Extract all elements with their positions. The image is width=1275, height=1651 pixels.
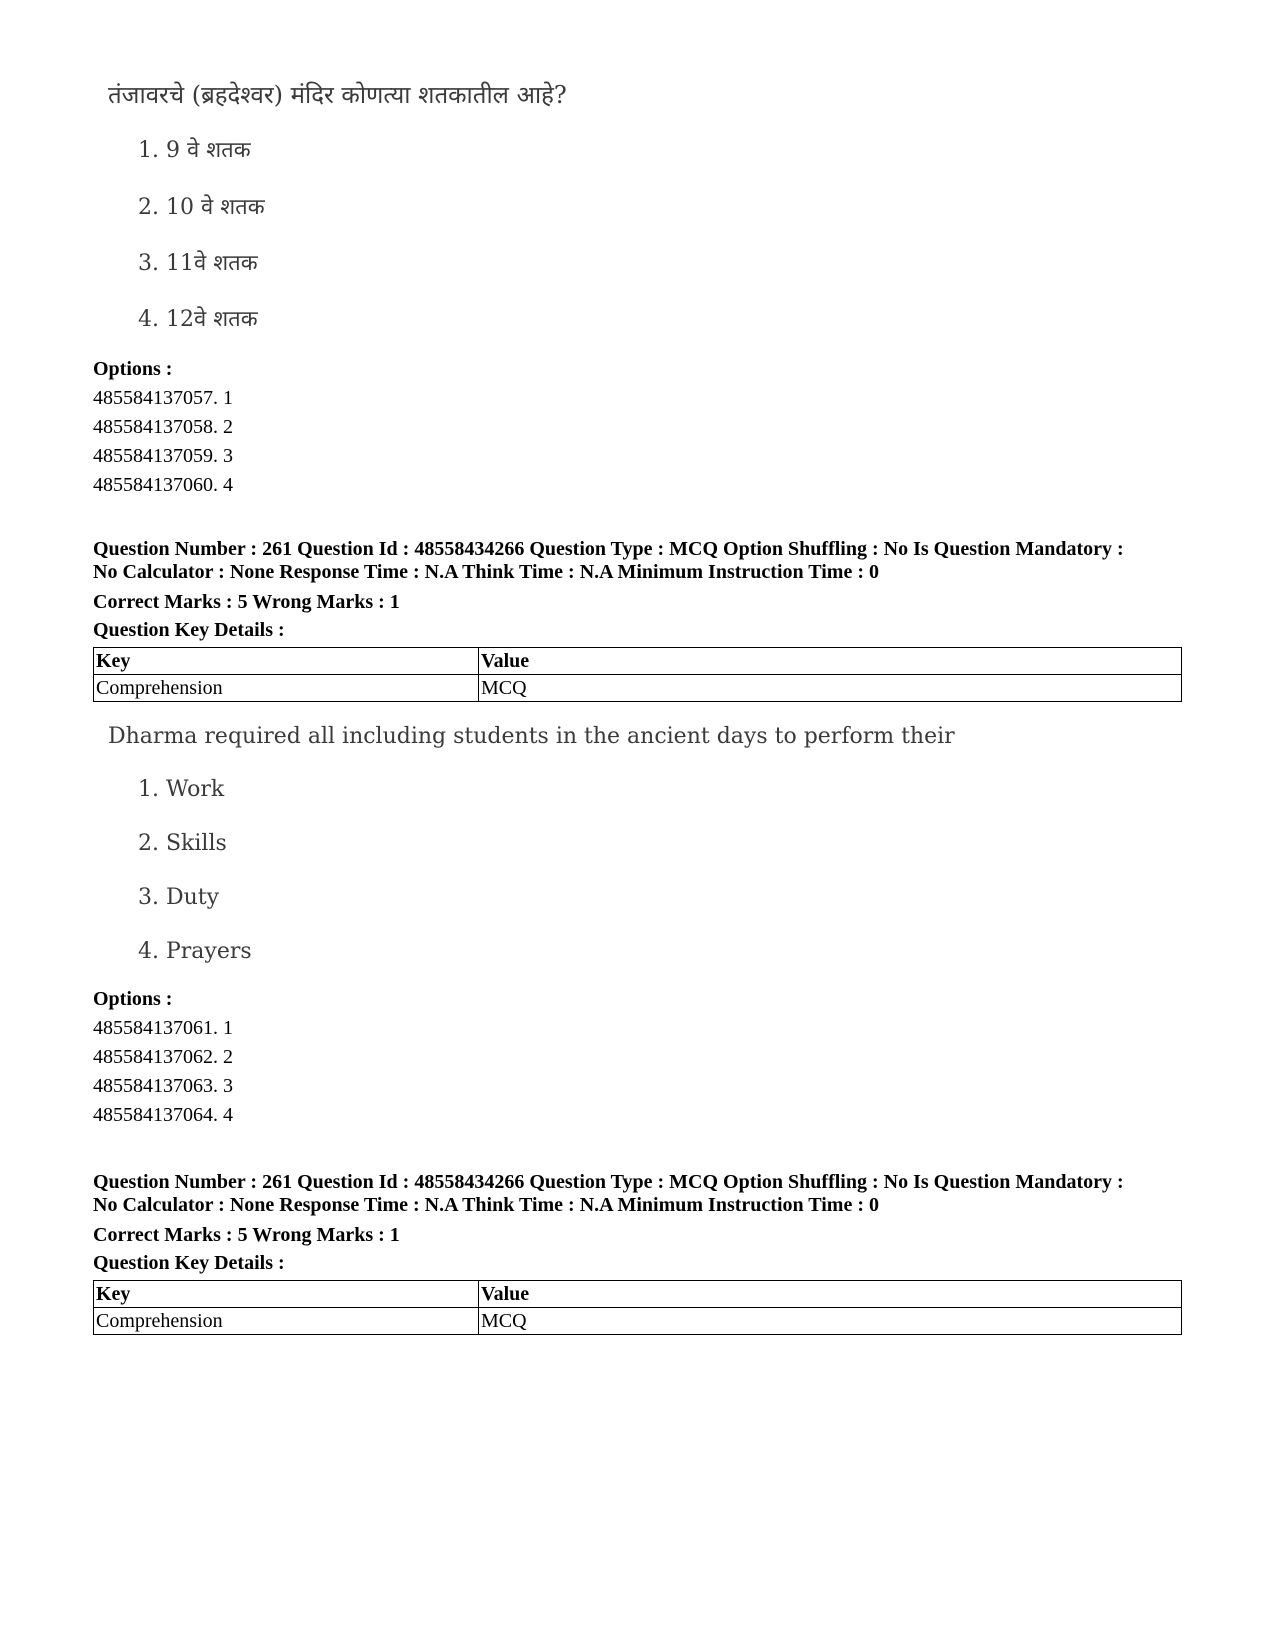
choice-4: 4. 12वे शतक bbox=[138, 307, 258, 332]
option-item: 485584137063. 3 bbox=[93, 1075, 233, 1097]
table-cell-key: Comprehension bbox=[94, 1308, 479, 1335]
option-item: 485584137059. 3 bbox=[93, 445, 233, 467]
option-item: 485584137062. 2 bbox=[93, 1046, 233, 1068]
table-cell-value: MCQ bbox=[479, 1308, 1182, 1335]
question-meta bbox=[93, 538, 1203, 584]
meta-line-2: No Calculator : None Response Time : N.A Think Time : N.A Minimum Instruction Time : 0 bbox=[93, 561, 879, 583]
question-stem: तंजावरचे (ब्रहदेश्वर) मंदिर कोणत्या शतकातील आहे? bbox=[108, 81, 567, 109]
key-details-label: Question Key Details : bbox=[93, 1252, 285, 1274]
table-cell-value: MCQ bbox=[479, 675, 1182, 702]
question-image-marathi bbox=[108, 78, 808, 348]
table-header-value: Value bbox=[479, 648, 1182, 675]
key-details-table bbox=[93, 1280, 1182, 1335]
choice-3: 3. 11वे शतक bbox=[138, 251, 258, 276]
choice-1: 1. 9 वे शतक bbox=[138, 138, 251, 163]
meta-line-1: Question Number : 261 Question Id : 48558434266 Question Type : MCQ Option Shuffling : No Is Question Mandatory : bbox=[93, 1171, 1124, 1193]
options-block bbox=[93, 355, 233, 500]
meta-line-2: No Calculator : None Response Time : N.A Think Time : N.A Minimum Instruction Time : 0 bbox=[93, 1194, 879, 1216]
options-label: Options : bbox=[93, 358, 173, 380]
options-label: Options : bbox=[93, 988, 173, 1010]
table-header-value: Value bbox=[479, 1281, 1182, 1308]
choice-2: 2. Skills bbox=[138, 831, 227, 856]
choice-1: 1. Work bbox=[138, 777, 225, 802]
choice-4: 4. Prayers bbox=[138, 939, 252, 964]
table-header-key: Key bbox=[94, 1281, 479, 1308]
key-details-table bbox=[93, 647, 1182, 702]
choice-2: 2. 10 वे शतक bbox=[138, 195, 265, 220]
option-item: 485584137061. 1 bbox=[93, 1017, 233, 1039]
question-image-english bbox=[108, 724, 955, 974]
option-item: 485584137058. 2 bbox=[93, 416, 233, 438]
option-item: 485584137064. 4 bbox=[93, 1104, 233, 1126]
options-block bbox=[93, 985, 233, 1130]
question-meta bbox=[93, 1171, 1203, 1217]
marks-line: Correct Marks : 5 Wrong Marks : 1 bbox=[93, 1224, 400, 1246]
option-item: 485584137057. 1 bbox=[93, 387, 233, 409]
table-header-key: Key bbox=[94, 648, 479, 675]
key-details-label: Question Key Details : bbox=[93, 619, 285, 641]
choice-3: 3. Duty bbox=[138, 885, 220, 910]
marks-line: Correct Marks : 5 Wrong Marks : 1 bbox=[93, 591, 400, 613]
question-stem: Dharma required all including students in the ancient days to perform their bbox=[108, 724, 955, 749]
option-item: 485584137060. 4 bbox=[93, 474, 233, 496]
table-cell-key: Comprehension bbox=[94, 675, 479, 702]
meta-line-1: Question Number : 261 Question Id : 48558434266 Question Type : MCQ Option Shuffling : No Is Question Mandatory : bbox=[93, 538, 1124, 560]
